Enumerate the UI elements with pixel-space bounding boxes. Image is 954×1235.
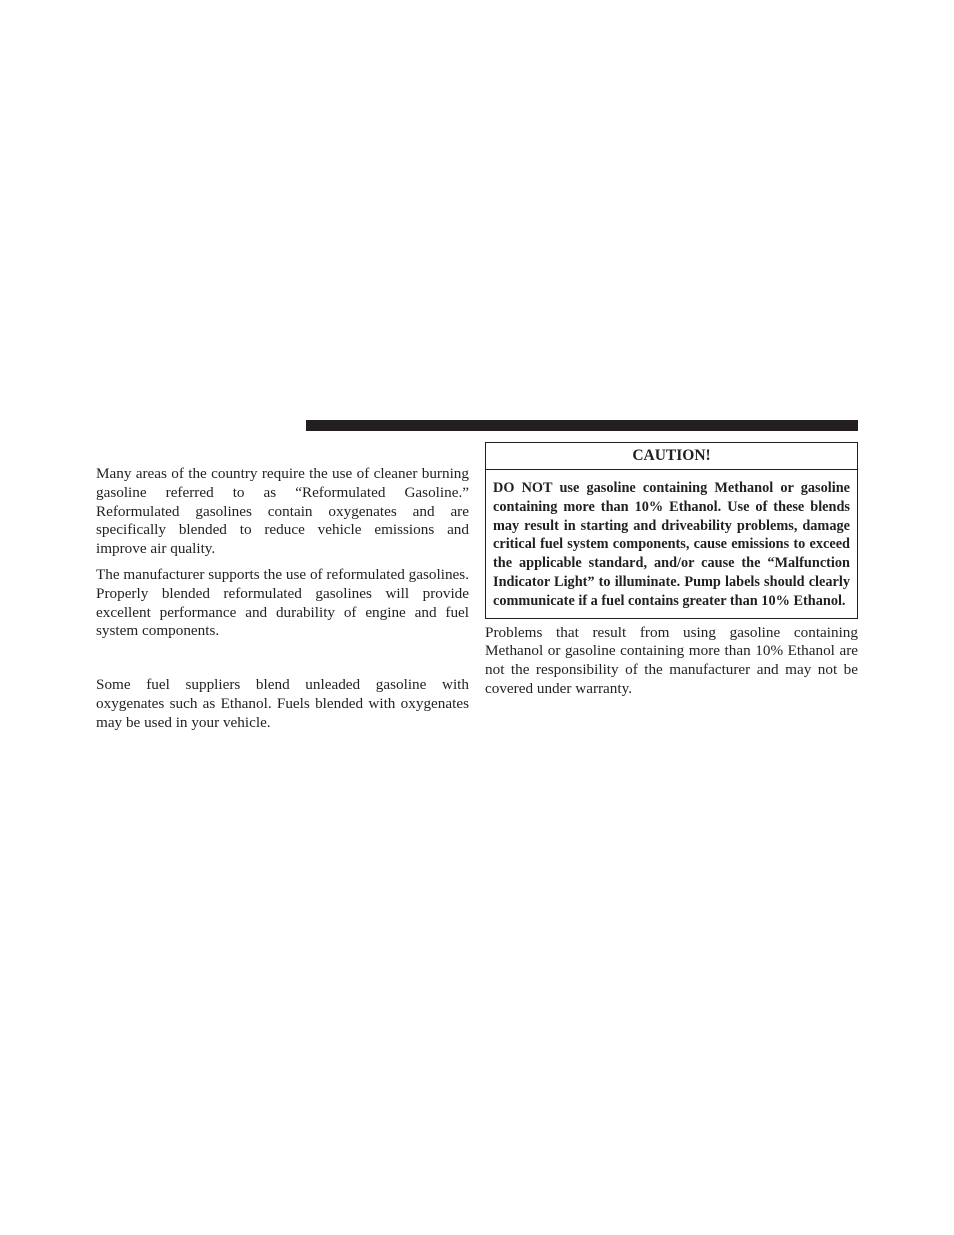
right-column xyxy=(485,442,858,699)
caution-text: DO NOT use gasoline containing Methanol or gasoline containing more than 10% Ethanol. Use of these blends may result in starting and driveability problems, damage critical fuel system components, cause emissions to exceed the applicable standard, and/or cause the “Malfunction Indicator Light” to illuminate. Pump labels should clearly communicate if a fuel contains greater than 10% Ethanol. xyxy=(493,480,850,609)
caution-box xyxy=(485,442,858,619)
paragraph-manufacturer-support: The manufacturer supports the use of reformulated gasolines. Properly blended reformulated gasolines will provide excellent performance and durability of engine and fuel system components. xyxy=(96,565,469,640)
section-header-bar xyxy=(306,420,858,431)
caution-title: CAUTION! xyxy=(486,443,857,470)
left-column xyxy=(96,465,469,733)
paragraph-reformulated-gasoline: Many areas of the country require the use of cleaner burning gasoline referred to as “Reformulated Gasoline.” Reformulated gasolines contain oxygenates and are specifically blended to reduce vehicle emissions and improve air quality. xyxy=(96,465,469,558)
paragraph-warranty-note: Problems that result from using gasoline containing Methanol or gasoline containing more than 10% Ethanol are not the responsibility of the manufacturer and may not be covered under warranty. xyxy=(485,623,858,697)
paragraph-oxygenates: Some fuel suppliers blend unleaded gasoline with oxygenates such as Ethanol. Fuels blended with oxygenates may be used in your vehicle. xyxy=(96,676,469,731)
